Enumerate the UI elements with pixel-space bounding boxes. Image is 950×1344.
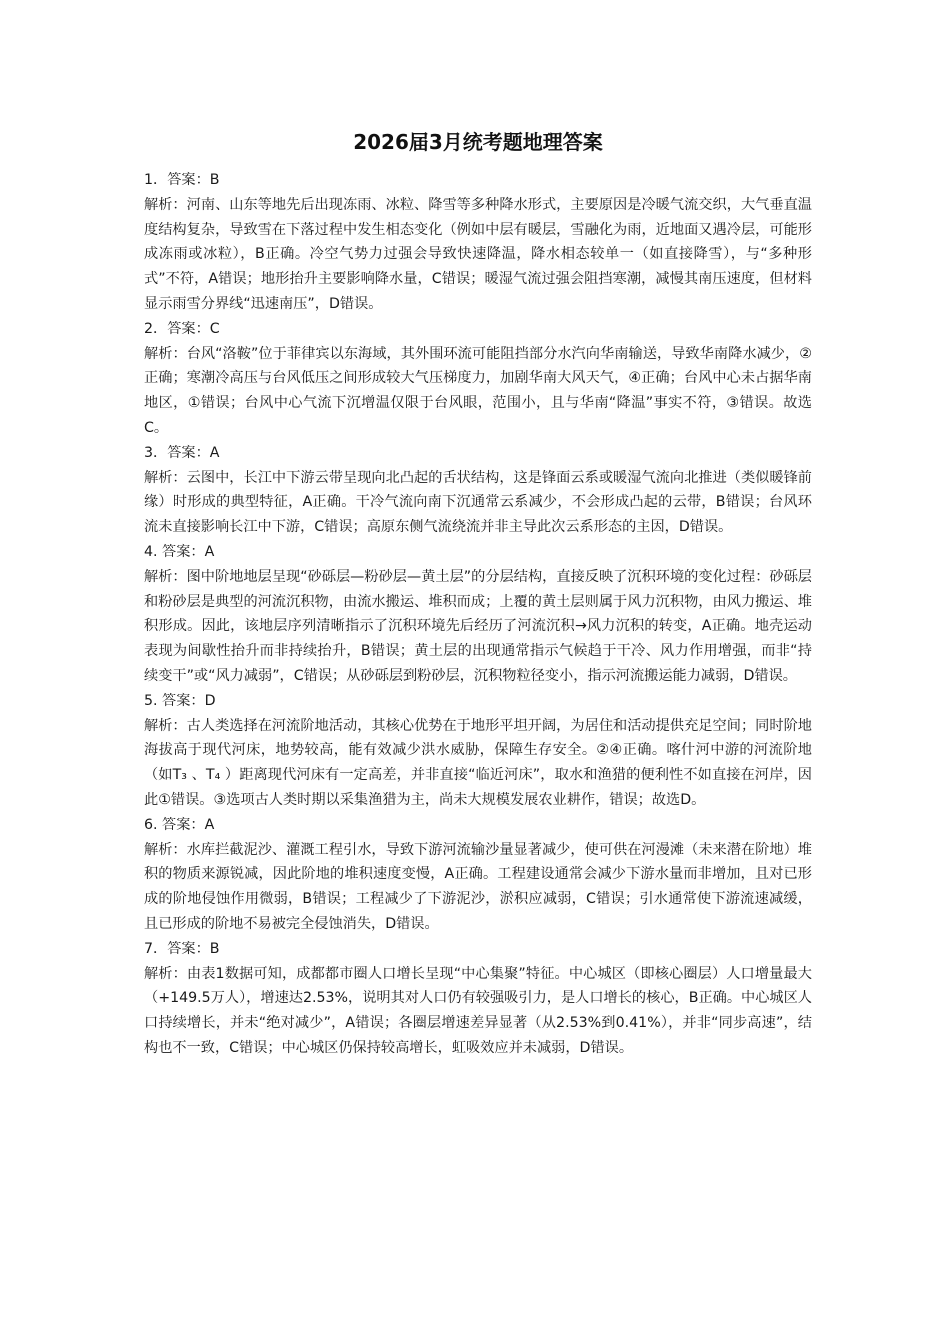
answer-line: 7．答案：B — [144, 940, 220, 957]
answer-line: 2．答案：C — [144, 320, 220, 337]
question-4 — [144, 540, 812, 689]
question-7 — [144, 937, 812, 1061]
question-6 — [144, 813, 812, 937]
analysis-text: 解析：古人类选择在河流阶地活动，其核心优势在于地形平坦开阔，为居住和活动提供充足空间；同时阶地海拔高于现代河床，地势较高，能有效减少洪水威胁，保障生存安全。②④正确。喀什河中游的河流阶地（如T₃ 、T₄ ）距离现代河床有一定高差，并非直接“临近河床”，取水和渔猎的便利性不如直接在河岸，因此①错误。③选项古人类时期以采集渔猎为主，尚未大规模发展农业耕作，错误；故选D。 — [144, 717, 812, 808]
analysis-text: 解析：水库拦截泥沙、灌溉工程引水，导致下游河流输沙量显著减少，使可供在河漫滩（未来潜在阶地）堆积的物质来源锐减，因此阶地的堆积速度变慢，A正确。工程建设通常会减少下游水量而非增加，且对已形成的阶地侵蚀作用微弱，B错误；工程减少了下游泥沙，淤积应减弱，C错误；引水通常使下游流速减缓，且已形成的阶地不易被完全侵蚀消失，D错误。 — [144, 841, 812, 932]
document-title: 2026届3月统考题地理答案 — [353, 130, 603, 154]
question-5 — [144, 689, 812, 813]
analysis-text: 解析：台风“洛鞍”位于菲律宾以东海域，其外围环流可能阻挡部分水汽向华南输送，导致华南降水减少，②正确；寒潮冷高压与台风低压之间形成较大气压梯度力，加剧华南大风天气，④正确；台风中心未占据华南地区，①错误；台风中心气流下沉增温仅限于台风眼，范围小，且与华南“降温”事实不符，③错误。故选C。 — [144, 345, 812, 436]
answer-line: 4. 答案：A — [144, 543, 215, 560]
analysis-text: 解析：云图中，长江中下游云带呈现向北凸起的舌状结构，这是锋面云系或暖湿气流向北推进（类似暖锋前缘）时形成的典型特征，A正确。干冷气流向南下沉通常云系减少，不会形成凸起的云带，B错误；台风环流未直接影响长江中下游，C错误；高原东侧气流绕流并非主导此次云系形态的主因，D错误。 — [144, 469, 812, 536]
answer-line: 1．答案：B — [144, 172, 220, 188]
question-1 — [144, 168, 812, 317]
question-3 — [144, 441, 812, 540]
question-2 — [144, 317, 812, 441]
answer-line: 3．答案：A — [144, 444, 220, 461]
answer-line: 5. 答案：D — [144, 692, 216, 709]
analysis-text: 解析：由表1数据可知，成都都市圈人口增长呈现“中心集聚”特征。中心城区（即核心圈层）人口增量最大（+149.5万人），增速达2.53%，说明其对人口仍有较强吸引力，是人口增长的核心，B正确。中心城区人口持续增长，并未“绝对减少”，A错误；各圈层增速差异显著（从2.53%到0.41%），并非“同步高速”，结构也不一致，C错误；中心城区仍保持较高增长，虹吸效应并未减弱，D错误。 — [144, 965, 812, 1056]
analysis-text: 解析：河南、山东等地先后出现冻雨、冰粒、降雪等多种降水形式，主要原因是冷暖气流交织，大气垂直温度结构复杂，导致雪在下落过程中发生相态变化（例如中层有暖层，雪融化为雨，近地面又遇冷层，可能形成冻雨或冰粒），B正确。冷空气势力过强会导致快速降温，降水相态较单一（如直接降雪），与“多种形式”不符，A错误；地形抬升主要影响降水量，C错误；暖湿气流过强会阻挡寒潮，减慢其南压速度，但材料显示雨雪分界线“迅速南压”，D错误。 — [144, 196, 812, 312]
answer-line: 6. 答案：A — [144, 816, 215, 833]
analysis-text: 解析：图中阶地地层呈现“砂砾层—粉砂层—黄土层”的分层结构，直接反映了沉积环境的变化过程：砂砾层和粉砂层是典型的河流沉积物，由流水搬运、堆积而成；上覆的黄土层则属于风力沉积物，由风力搬运、堆积形成。因此，该地层序列清晰指示了沉积环境先后经历了河流沉积→风力沉积的转变，A正确。地壳运动表现为间歇性抬升而非持续抬升，B错误；黄土层的出现通常指示气候趋于干冷、风力作用增强，而非“持续变干”或“风力减弱”，C错误；从砂砾层到粉砂层，沉积物粒径变小，指示河流搬运能力减弱，D错误。 — [144, 568, 812, 684]
